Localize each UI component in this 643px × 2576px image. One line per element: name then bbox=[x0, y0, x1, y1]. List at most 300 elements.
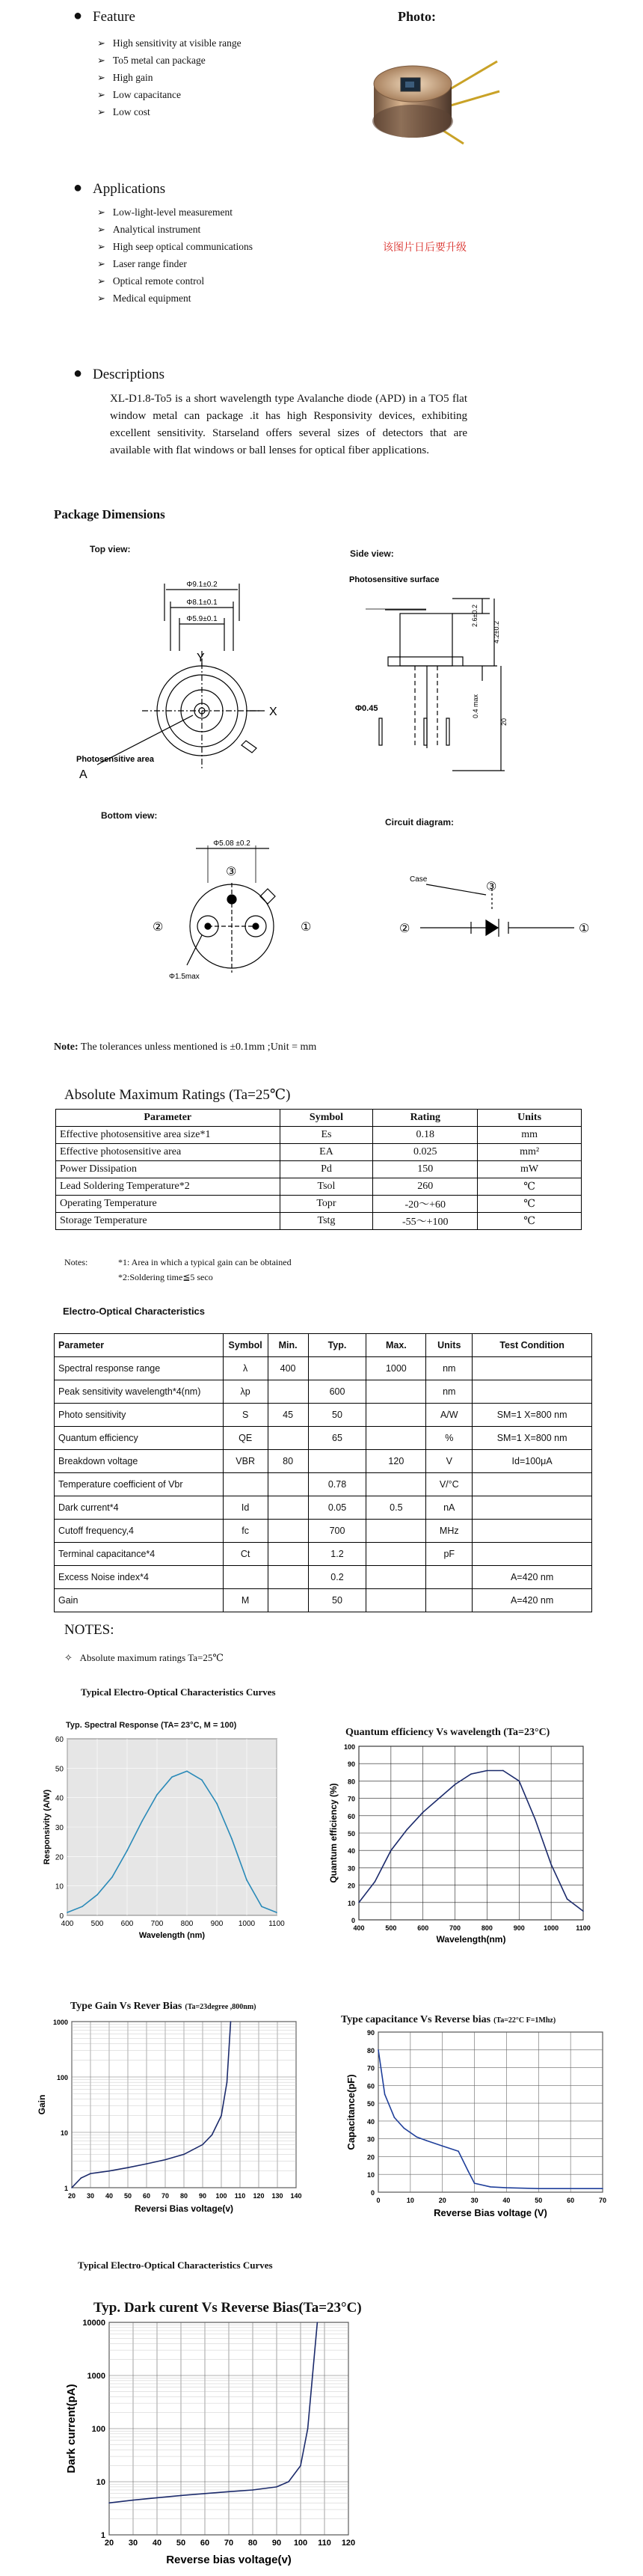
bottom-view-drawing bbox=[142, 838, 374, 1003]
y-tick-label: 10000 bbox=[82, 2319, 105, 2328]
applications-item: ➢ Low-light-level measurement bbox=[97, 204, 253, 221]
chart-gain-title-row bbox=[70, 1999, 256, 2013]
data-point bbox=[394, 2117, 396, 2118]
x-tick-label: 110 bbox=[234, 2192, 246, 2200]
descriptions-title: Descriptions bbox=[93, 367, 165, 382]
amr-cell: Pd bbox=[280, 1161, 373, 1178]
amr-cell: mW bbox=[478, 1161, 582, 1178]
eoc-row bbox=[55, 1566, 592, 1589]
eoc-cell bbox=[308, 1450, 366, 1473]
y-axis-label: Gain bbox=[37, 2094, 47, 2115]
eoc-header-cell: Units bbox=[426, 1334, 473, 1357]
eoc-cell bbox=[473, 1520, 592, 1543]
feature-item: ➢ High sensitivity at visible range bbox=[97, 34, 241, 52]
eoc-cell bbox=[426, 1566, 473, 1589]
eoc-cell: 0.05 bbox=[308, 1496, 366, 1520]
amr-cell: Storage Temperature bbox=[56, 1213, 280, 1230]
data-point bbox=[221, 2115, 222, 2117]
data-point bbox=[180, 2495, 182, 2497]
data-point bbox=[212, 2135, 213, 2136]
x-tick-label: 1000 bbox=[238, 1920, 256, 1928]
y-tick-label: 80 bbox=[366, 2046, 375, 2055]
side-d1: 2.6±0.2 bbox=[471, 605, 479, 627]
x-tick-label: 600 bbox=[120, 1920, 134, 1928]
eoc-cell bbox=[473, 1473, 592, 1496]
amr-cell: 260 bbox=[373, 1178, 478, 1196]
x-tick-label: 600 bbox=[417, 1924, 429, 1932]
y-tick-label: 40 bbox=[366, 2117, 375, 2126]
y-tick-label: 60 bbox=[55, 1736, 64, 1744]
data-point bbox=[216, 1803, 218, 1805]
data-point bbox=[358, 1902, 360, 1903]
data-point bbox=[378, 2049, 379, 2051]
eoc-header-cell: Typ. bbox=[308, 1334, 366, 1357]
amr-note-2: *2:Soldering time≦5 seco bbox=[118, 1272, 213, 1282]
data-point bbox=[384, 2093, 386, 2095]
data-point bbox=[312, 2375, 313, 2376]
amr-cell: ℃ bbox=[478, 1196, 582, 1213]
top-a-label: A bbox=[79, 768, 87, 781]
eoc-cell: V bbox=[426, 1450, 473, 1473]
x-tick-label: 30 bbox=[86, 2192, 95, 2200]
y-tick-label: 90 bbox=[366, 2029, 375, 2037]
eoc-cell: 50 bbox=[308, 1404, 366, 1427]
bottom-p3: ③ bbox=[226, 866, 237, 878]
eoc-cell: 45 bbox=[268, 1404, 308, 1427]
eoc-cell: S bbox=[223, 1404, 268, 1427]
y-tick-label: 10 bbox=[60, 2129, 68, 2137]
circuit-p1: ① bbox=[579, 923, 590, 935]
plot-area bbox=[378, 2032, 603, 2192]
chart-cap-title: Type capacitance Vs Reverse bias bbox=[341, 2014, 491, 2025]
curves-title-1: Typical Electro-Optical Characteristics Curves bbox=[81, 1686, 276, 1698]
data-point bbox=[375, 1881, 376, 1882]
side-view-label: Side view: bbox=[350, 548, 394, 559]
data-point bbox=[487, 1770, 488, 1772]
x-axis-label: Reversi Bias voltage(v) bbox=[134, 2203, 234, 2214]
data-point bbox=[403, 2128, 404, 2129]
data-point bbox=[288, 2481, 289, 2482]
eoc-header-row bbox=[55, 1334, 592, 1357]
x-tick-label: 900 bbox=[513, 1924, 525, 1932]
y-tick-label: 50 bbox=[347, 1830, 355, 1838]
eoc-cell: M bbox=[223, 1589, 268, 1612]
eoc-cell: 65 bbox=[308, 1427, 366, 1450]
circuit-drawing bbox=[396, 868, 621, 958]
y-tick-label: 30 bbox=[366, 2135, 375, 2144]
x-tick-label: 100 bbox=[293, 2539, 308, 2548]
amr-row bbox=[56, 1127, 582, 1144]
x-tick-label: 40 bbox=[152, 2539, 162, 2548]
circuit-label: Circuit diagram: bbox=[385, 817, 455, 827]
eoc-cell: Ct bbox=[223, 1543, 268, 1566]
data-point bbox=[276, 1912, 277, 1913]
eoc-cell bbox=[366, 1566, 426, 1589]
amr-cell: 0.18 bbox=[373, 1127, 478, 1144]
applications-item: ➢ Analytical instrument bbox=[97, 221, 253, 238]
y-tick-label: 50 bbox=[55, 1765, 64, 1774]
amr-row bbox=[56, 1144, 582, 1161]
eoc-cell: 600 bbox=[308, 1380, 366, 1404]
data-point bbox=[567, 1898, 568, 1900]
eoc-row bbox=[55, 1450, 592, 1473]
chart-gain-title: Type Gain Vs Rever Bias bbox=[70, 2001, 182, 2012]
data-point bbox=[146, 2163, 147, 2164]
data-point bbox=[538, 2188, 539, 2189]
eoc-cell: V/°C bbox=[426, 1473, 473, 1496]
eoc-cell: % bbox=[426, 1427, 473, 1450]
x-tick-label: 40 bbox=[105, 2192, 114, 2200]
eoc-cell bbox=[268, 1427, 308, 1450]
eoc-cell: 700 bbox=[308, 1520, 366, 1543]
eoc-cell: nA bbox=[426, 1496, 473, 1520]
data-point bbox=[506, 2187, 508, 2188]
x-tick-label: 0 bbox=[376, 2197, 381, 2204]
y-tick-label: 80 bbox=[347, 1778, 355, 1786]
applications-title: Applications bbox=[93, 181, 166, 197]
data-point bbox=[474, 2182, 476, 2184]
top-dim-3: Φ5.9±0.1 bbox=[186, 615, 218, 623]
y-tick-label: 30 bbox=[55, 1824, 64, 1832]
eoc-cell bbox=[366, 1380, 426, 1404]
x-tick-label: 800 bbox=[180, 1920, 194, 1928]
data-point bbox=[502, 1770, 504, 1772]
data-point bbox=[425, 2140, 427, 2141]
applications-list bbox=[97, 204, 253, 307]
eoc-cell: Spectral response range bbox=[55, 1357, 224, 1380]
eoc-cell bbox=[268, 1543, 308, 1566]
chart-dark-current bbox=[60, 2313, 374, 2575]
eoc-cell: Temperature coefficient of Vbr bbox=[55, 1473, 224, 1496]
eoc-header-cell: Parameter bbox=[55, 1334, 224, 1357]
y-axis-label: Responsivity (A/W) bbox=[43, 1789, 52, 1865]
y-tick-label: 20 bbox=[55, 1853, 64, 1862]
data-point bbox=[535, 1819, 536, 1820]
eoc-cell: Cutoff frequency,4 bbox=[55, 1520, 224, 1543]
eoc-cell bbox=[366, 1473, 426, 1496]
amr-table bbox=[55, 1109, 582, 1230]
x-tick-label: 50 bbox=[176, 2539, 186, 2548]
eoc-cell: nm bbox=[426, 1380, 473, 1404]
x-tick-label: 900 bbox=[210, 1920, 224, 1928]
data-point bbox=[252, 2489, 253, 2491]
x-tick-label: 20 bbox=[438, 2197, 446, 2204]
data-point bbox=[276, 2486, 277, 2488]
x-tick-label: 120 bbox=[341, 2539, 356, 2548]
data-point bbox=[202, 2144, 203, 2146]
x-axis-label: Wavelength(nm) bbox=[436, 1934, 506, 1945]
photo-title: Photo: bbox=[398, 9, 436, 24]
data-point bbox=[261, 1906, 262, 1907]
descriptions-bullet: ● bbox=[73, 365, 83, 382]
eoc-cell: QE bbox=[223, 1427, 268, 1450]
data-point bbox=[467, 2170, 469, 2172]
amr-cell: Tsol bbox=[280, 1178, 373, 1196]
amr-cell: 150 bbox=[373, 1161, 478, 1178]
data-point bbox=[111, 1876, 113, 1878]
x-tick-label: 140 bbox=[290, 2192, 302, 2200]
applications-item: ➢ Medical equipment bbox=[97, 290, 253, 307]
eoc-cell bbox=[473, 1496, 592, 1520]
amr-row bbox=[56, 1196, 582, 1213]
data-point bbox=[246, 1879, 247, 1881]
x-tick-label: 70 bbox=[598, 2197, 607, 2204]
eoc-row bbox=[55, 1427, 592, 1450]
amr-row bbox=[56, 1161, 582, 1178]
amr-cell: ℃ bbox=[478, 1213, 582, 1230]
data-point bbox=[141, 1820, 143, 1822]
eoc-cell: SM=1 X=800 nm bbox=[473, 1404, 592, 1427]
data-point bbox=[455, 1784, 456, 1785]
feature-item: ➢ To5 metal can package bbox=[97, 52, 241, 69]
y-tick-label: 20 bbox=[366, 2153, 375, 2162]
side-surface-label: Photosensitive surface bbox=[349, 575, 440, 584]
eoc-cell: MHz bbox=[426, 1520, 473, 1543]
y-tick-label: 1000 bbox=[52, 2019, 68, 2026]
data-point bbox=[550, 1864, 552, 1865]
data-point bbox=[81, 2177, 82, 2179]
y-tick-label: 10 bbox=[366, 2171, 375, 2179]
x-tick-label: 90 bbox=[271, 2539, 282, 2548]
chart-spectral-response bbox=[45, 1730, 299, 1947]
data-point bbox=[438, 1798, 440, 1799]
amr-cell: Tstg bbox=[280, 1213, 373, 1230]
amr-cell: -55～+100 bbox=[373, 1213, 478, 1230]
data-point bbox=[108, 2502, 110, 2503]
eoc-cell: Excess Noise index*4 bbox=[55, 1566, 224, 1589]
eoc-cell: Peak sensitivity wavelength*4(nm) bbox=[55, 1380, 224, 1404]
eoc-row bbox=[55, 1404, 592, 1427]
amr-cell: Effective photosensitive area bbox=[56, 1144, 280, 1161]
diamond-icon: ✧ bbox=[64, 1652, 73, 1663]
side-pin-label: Φ0.45 bbox=[355, 704, 378, 713]
eoc-cell: pF bbox=[426, 1543, 473, 1566]
x-tick-label: 700 bbox=[150, 1920, 164, 1928]
x-tick-label: 700 bbox=[449, 1924, 461, 1932]
data-point bbox=[204, 2493, 206, 2494]
side-d3: 0.4 max bbox=[472, 694, 479, 718]
notes2-item-row bbox=[64, 1652, 224, 1664]
x-tick-label: 80 bbox=[179, 2192, 188, 2200]
eoc-cell bbox=[268, 1473, 308, 1496]
top-view-drawing bbox=[67, 569, 314, 793]
bottom-p2: ② bbox=[153, 921, 164, 934]
eoc-cell bbox=[473, 1543, 592, 1566]
eoc-cell bbox=[366, 1427, 426, 1450]
x-tick-label: 110 bbox=[318, 2539, 331, 2548]
top-area-label: Photosensitive area bbox=[76, 755, 154, 764]
eoc-cell bbox=[268, 1589, 308, 1612]
x-tick-label: 50 bbox=[535, 2197, 543, 2204]
x-tick-label: 30 bbox=[128, 2539, 138, 2548]
data-point bbox=[390, 1850, 392, 1851]
y-tick-label: 60 bbox=[347, 1812, 355, 1820]
eoc-cell: 50 bbox=[308, 1589, 366, 1612]
y-tick-label: 0 bbox=[351, 1917, 355, 1924]
y-tick-label: 100 bbox=[343, 1743, 355, 1751]
eoc-row bbox=[55, 1520, 592, 1543]
eoc-cell: 0.2 bbox=[308, 1566, 366, 1589]
chart-gain-note: (Ta=23degree ,800nm) bbox=[185, 2003, 256, 2011]
amr-notes-label: Notes: bbox=[64, 1257, 88, 1267]
chart-dark-title: Typ. Dark curent Vs Reverse Bias(Ta=23°C) bbox=[93, 2300, 362, 2316]
data-point bbox=[96, 1894, 98, 1896]
x-tick-label: 800 bbox=[481, 1924, 493, 1932]
chart-spectral-title: Typ. Spectral Response (TA= 23°C, M = 100) bbox=[66, 1721, 237, 1730]
eoc-cell bbox=[268, 1520, 308, 1543]
x-tick-label: 60 bbox=[567, 2197, 575, 2204]
feature-item: ➢ High gain bbox=[97, 69, 241, 86]
curves-title-2: Typical Electro-Optical Characteristics Curves bbox=[78, 2260, 273, 2271]
amr-header-cell: Units bbox=[478, 1110, 582, 1127]
x-tick-label: 70 bbox=[224, 2539, 234, 2548]
tolerance-note bbox=[54, 1041, 316, 1053]
notes2-item: Absolute maximum ratings Ta=25℃ bbox=[79, 1652, 224, 1663]
amr-cell: Power Dissipation bbox=[56, 1161, 280, 1178]
eoc-table bbox=[54, 1333, 592, 1612]
eoc-cell: SM=1 X=800 nm bbox=[473, 1427, 592, 1450]
x-tick-label: 130 bbox=[271, 2192, 283, 2200]
feature-item: ➢ Low cost bbox=[97, 103, 241, 120]
eoc-cell: Quantum efficiency bbox=[55, 1427, 224, 1450]
eoc-header-cell: Test Condition bbox=[473, 1334, 592, 1357]
y-tick-label: 100 bbox=[56, 2074, 68, 2081]
eoc-title: Electro-Optical Characteristics bbox=[63, 1306, 206, 1317]
eoc-row bbox=[55, 1473, 592, 1496]
side-d2: 4.2±0.2 bbox=[493, 621, 500, 643]
eoc-row bbox=[55, 1357, 592, 1380]
data-point bbox=[602, 2188, 603, 2189]
amr-header-cell: Symbol bbox=[280, 1110, 373, 1127]
eoc-row bbox=[55, 1589, 592, 1612]
chart-gain bbox=[30, 2013, 314, 2222]
data-point bbox=[156, 1794, 158, 1796]
eoc-cell bbox=[473, 1380, 592, 1404]
x-axis-label: Reverse bias voltage(v) bbox=[166, 2554, 292, 2566]
x-tick-label: 1100 bbox=[268, 1920, 285, 1928]
data-point bbox=[227, 2081, 228, 2083]
data-point bbox=[317, 2322, 319, 2323]
amr-note-1: *1: Area in which a typical gain can be obtained bbox=[118, 1257, 292, 1267]
feature-item: ➢ Low capacitance bbox=[97, 86, 241, 103]
data-point bbox=[156, 2497, 158, 2499]
amr-cell: mm bbox=[478, 1127, 582, 1144]
data-point bbox=[201, 1779, 203, 1781]
eoc-cell bbox=[268, 1566, 308, 1589]
amr-cell: 0.025 bbox=[373, 1144, 478, 1161]
data-point bbox=[183, 2154, 185, 2156]
eoc-cell bbox=[268, 1380, 308, 1404]
eoc-cell: Terminal capacitance*4 bbox=[55, 1543, 224, 1566]
data-point bbox=[422, 1811, 424, 1813]
data-point bbox=[442, 2145, 443, 2147]
y-tick-label: 10 bbox=[347, 1899, 355, 1907]
amr-cell: ℃ bbox=[478, 1178, 582, 1196]
data-point bbox=[126, 1850, 128, 1852]
amr-row bbox=[56, 1213, 582, 1230]
eoc-cell: 0.78 bbox=[308, 1473, 366, 1496]
data-point bbox=[300, 2465, 301, 2467]
data-point bbox=[570, 2188, 571, 2189]
eoc-cell bbox=[223, 1473, 268, 1496]
amr-title: Absolute Maximum Ratings (Ta=25℃) bbox=[64, 1087, 291, 1103]
chart-qe-title: Quantum efficiency Vs wavelength (Ta=23°C) bbox=[345, 1727, 550, 1738]
x-axis-label: Wavelength (nm) bbox=[138, 1931, 206, 1940]
data-point bbox=[171, 1776, 173, 1778]
data-point bbox=[490, 2186, 491, 2188]
eoc-cell bbox=[366, 1589, 426, 1612]
x-tick-label: 50 bbox=[123, 2192, 132, 2200]
eoc-cell: Dark current*4 bbox=[55, 1496, 224, 1520]
y-tick-label: 70 bbox=[347, 1795, 355, 1803]
eoc-cell bbox=[223, 1566, 268, 1589]
eoc-cell: Photo sensitivity bbox=[55, 1404, 224, 1427]
y-tick-label: 70 bbox=[366, 2064, 375, 2072]
data-point bbox=[231, 1838, 233, 1840]
eoc-row bbox=[55, 1543, 592, 1566]
eoc-cell: A=420 nm bbox=[473, 1566, 592, 1589]
applications-item: ➢ Laser range finder bbox=[97, 255, 253, 272]
circuit-p2: ② bbox=[399, 923, 410, 935]
eoc-cell bbox=[366, 1520, 426, 1543]
eoc-cell: Breakdown voltage bbox=[55, 1450, 224, 1473]
eoc-cell: Id bbox=[223, 1496, 268, 1520]
top-view-label: Top view: bbox=[90, 544, 131, 554]
y-tick-label: 10 bbox=[55, 1882, 64, 1891]
note-label: Note: bbox=[54, 1041, 79, 1053]
x-tick-label: 400 bbox=[353, 1924, 365, 1932]
amr-cell: Es bbox=[280, 1127, 373, 1144]
applications-bullet: ● bbox=[73, 180, 83, 196]
x-tick-label: 400 bbox=[61, 1920, 74, 1928]
y-tick-label: 0 bbox=[370, 2189, 375, 2197]
top-x-label: X bbox=[269, 706, 277, 718]
y-axis-label: Capacitance(pF) bbox=[345, 2074, 357, 2150]
y-tick-label: 40 bbox=[347, 1847, 355, 1855]
eoc-cell: 0.5 bbox=[366, 1496, 426, 1520]
eoc-cell bbox=[473, 1357, 592, 1380]
eoc-cell: 1.2 bbox=[308, 1543, 366, 1566]
y-tick-label: 90 bbox=[347, 1760, 355, 1769]
data-point bbox=[164, 2159, 166, 2161]
y-tick-label: 50 bbox=[366, 2100, 375, 2108]
top-y-label: Y bbox=[197, 652, 205, 664]
x-tick-label: 1000 bbox=[544, 1924, 559, 1932]
bottom-dim: Φ5.08 ±0.2 bbox=[213, 839, 250, 848]
amr-cell: Topr bbox=[280, 1196, 373, 1213]
data-point bbox=[230, 2021, 232, 2022]
eoc-cell: λp bbox=[223, 1380, 268, 1404]
data-point bbox=[67, 1912, 68, 1913]
x-tick-label: 40 bbox=[502, 2197, 511, 2204]
descriptions-text: XL-D1.8-To5 is a short wavelength type Avalanche diode (APD) in a TO5 flat window metal can package .it has high Responsivity devices, exhibiting excellent sensitivity. Starseland offers several sizes of detectors that are available with flat windows or ball lenses for optical fiber applications. bbox=[110, 393, 467, 456]
x-tick-label: 500 bbox=[385, 1924, 397, 1932]
y-tick-label: 100 bbox=[91, 2425, 105, 2434]
eoc-cell: fc bbox=[223, 1520, 268, 1543]
notes2-title: NOTES: bbox=[64, 1622, 114, 1638]
amr-cell: -20～+60 bbox=[373, 1196, 478, 1213]
y-tick-label: 10 bbox=[96, 2478, 105, 2487]
eoc-cell: 80 bbox=[268, 1450, 308, 1473]
data-point bbox=[228, 2491, 230, 2492]
product-photo bbox=[351, 39, 501, 159]
data-point bbox=[470, 1773, 472, 1775]
amr-cell: mm² bbox=[478, 1144, 582, 1161]
data-point bbox=[518, 1781, 520, 1782]
bottom-pin: Φ1.5max bbox=[169, 973, 200, 981]
note-text: The tolerances unless mentioned is ±0.1mm ;Unit = mm bbox=[78, 1041, 317, 1053]
amr-row bbox=[56, 1178, 582, 1196]
